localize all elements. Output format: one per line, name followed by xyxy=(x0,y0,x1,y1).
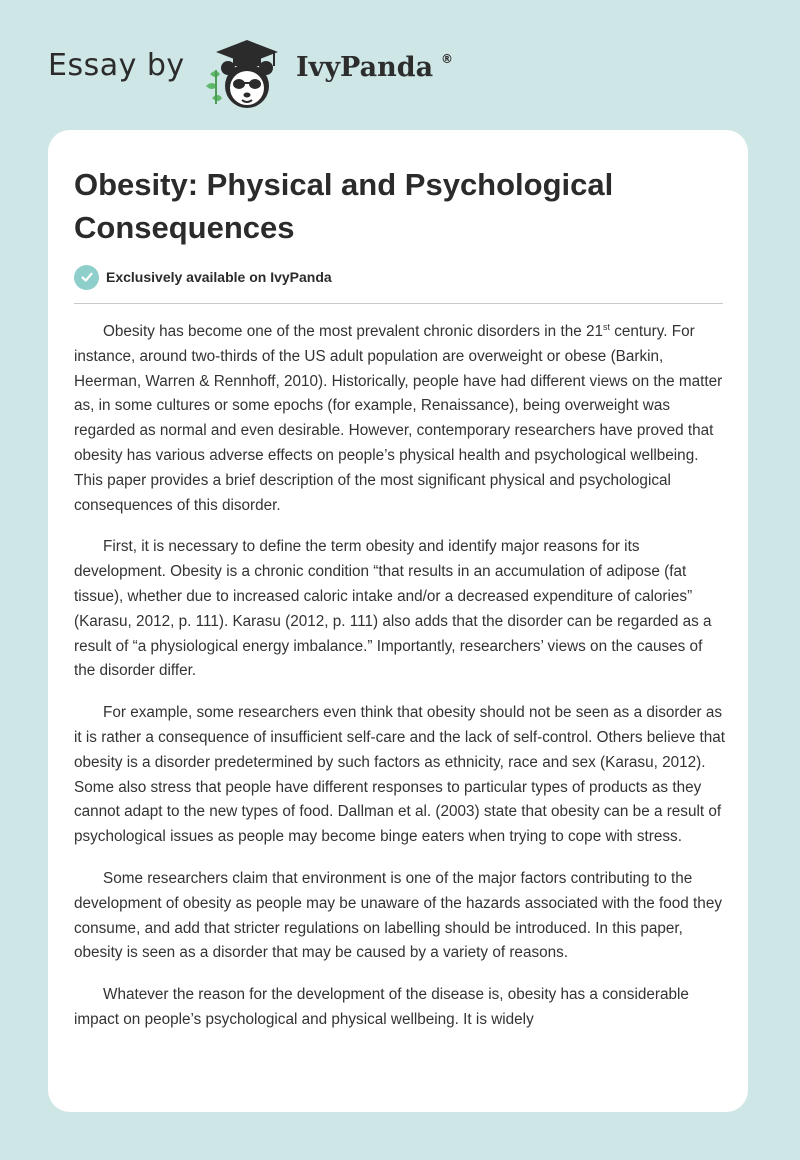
check-icon xyxy=(74,265,99,290)
essay-card xyxy=(48,130,748,1112)
paragraph-1-text-b: century. For instance, around two-thirds of the US adult population are overweight or obese (Barkin, Heerman, Warren & Rennhoff, 2010). Historically, people have had different views on the matter as, in some cultures or some epochs (for example, Renaissance), being overweight was regarded as normal and even desirable. However, contemporary researchers have proved that obesity has various adverse effects on people’s physical health and psychological wellbeing. This paper provides a brief description of the most significant physical and psychological consequences of this disorder. xyxy=(74,323,723,514)
paragraph-4: Some researchers claim that environment is one of the major factors contributing to the development of obesity as people may be unaware of the hazards associated with the food they consume, and add that stricter regulations on labelling should be introduced. In this paper, obesity is seen as a disorder that may be caused by a variety of reasons. xyxy=(74,869,722,962)
paragraph-3: For example, some researchers even think that obesity should not be seen as a disorder as it is rather a consequence of insufficient self-care and the lack of self-control. Others believe that obesity is a disorder predetermined by such factors as ethnicity, race and sex (Karasu, 2012). Some also stress that people have different responses to particular types of products as they cannot adapt to the new types of food. Dallman et al. (2003) state that obesity can be a result of psychological issues as people may become binge eaters when trying to cope with stress. xyxy=(74,704,726,846)
ivypanda-logo-icon[interactable] xyxy=(200,34,290,110)
paragraph-1-text-a: Obesity has become one of the most prevalent chronic disorders in the 21 xyxy=(103,323,603,340)
paragraph-5: Whatever the reason for the development of the disease is, obesity has a considerable impact on people’s psychological and physical wellbeing. It is widely xyxy=(74,986,689,1028)
brand-name[interactable]: IvyPanda xyxy=(296,52,434,83)
essay-body xyxy=(74,320,726,1050)
registered-mark: ® xyxy=(441,52,453,66)
site-header xyxy=(0,0,800,130)
essay-by-label: Essay by xyxy=(48,48,185,83)
paragraph-2: First, it is necessary to define the term obesity and identify major reasons for its development. Obesity is a chronic condition “that results in an accumulation of adipose (fat tissue), whether due to increased caloric intake and/or a decreased expenditure of calories” (Karasu, 2012, p. 111). Karasu (2012, p. 111) also adds that the disorder can be regarded as a result of “a physiological energy imbalance.” Importantly, researchers’ views on the causes of the disorder differ. xyxy=(74,538,712,680)
page-title: Obesity: Physical and Psychological Consequences xyxy=(74,167,614,245)
badge-label: Exclusively available on IvyPanda xyxy=(106,269,332,285)
divider xyxy=(74,303,723,304)
paragraph-1 xyxy=(74,320,726,518)
exclusive-badge xyxy=(74,264,332,290)
ordinal-suffix: st xyxy=(602,322,610,332)
